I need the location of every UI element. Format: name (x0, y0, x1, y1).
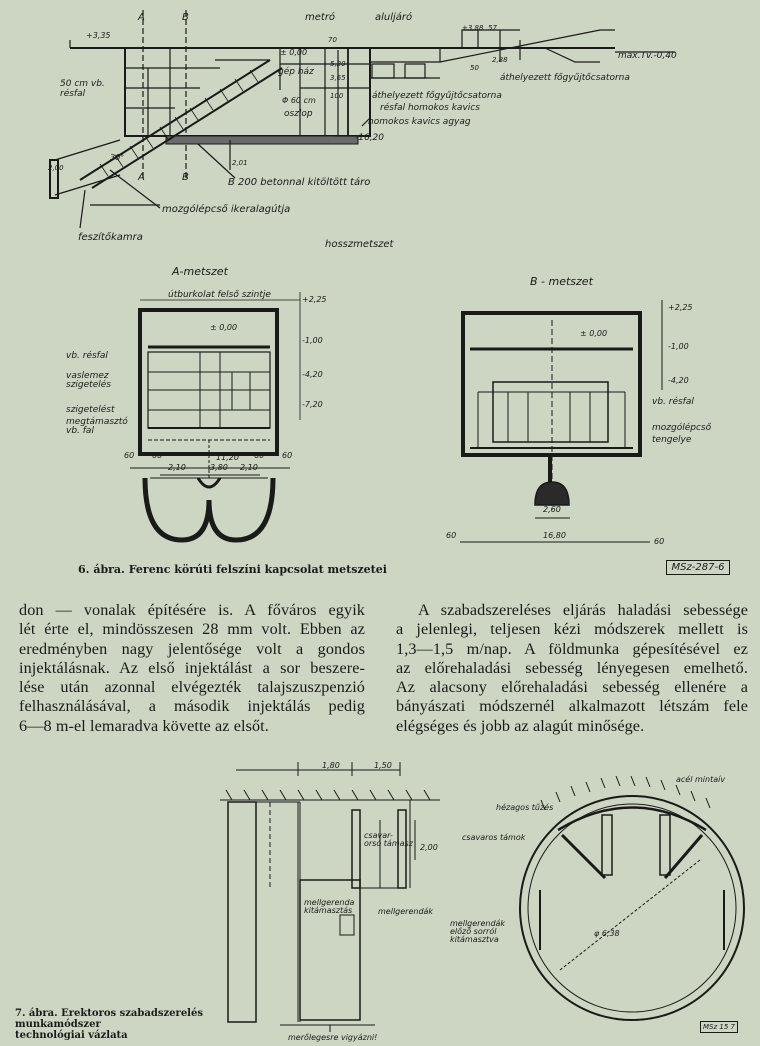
section-a-elev-720: -7,20 (302, 400, 323, 409)
text-line: felhasználásával, a második injektálás pedig (19, 697, 365, 716)
dim-201: 2,01 (232, 159, 248, 167)
section-a-dim-1120: 11,20 (216, 453, 239, 462)
text-line: eredményben nagy jelentősége volt a gondos (19, 639, 365, 658)
text-line: 1,3—1,5 m/nap. A földmunka gépesítésével ez (396, 639, 748, 658)
figure-7-caption-line-3: technológiai vázlata (15, 1030, 128, 1041)
pavement-label: útburkolat felső szintje (168, 290, 271, 300)
text-line: bányászati módszernél alkalmazott létszám fele (396, 697, 748, 716)
longitudinal-title: hosszmetszet (325, 239, 394, 250)
pillar-label: oszlop (284, 109, 313, 119)
text-line: a jelenlegi, teljesen kézi módszerek mellett is (396, 620, 748, 639)
braced-beams-label-3: kitámasztva (450, 935, 499, 944)
dim-150: 1,50 (374, 761, 392, 770)
text-line: Az alacsony előrehaladási sebesség ellenére a (396, 678, 748, 697)
figure-7-drawing (0, 740, 760, 1046)
machine-room-label: gép ház (278, 67, 314, 77)
dim-365: 3,65 (330, 74, 346, 82)
section-a-dim-60a: 60 (124, 451, 135, 460)
section-a-dim-60b: 60 (152, 451, 163, 460)
elev-1620: -16,20 (355, 133, 385, 143)
figure-7-caption-line-1: 7. ábra. Erektoros szabadszerelés (15, 1008, 203, 1019)
section-b-dim-1680: 16,80 (543, 531, 566, 540)
section-a-sheet-label-2: szigetelés (66, 380, 111, 390)
section-a-dim-60c: 60 (254, 451, 265, 460)
dim-200-long: 2,00 (48, 164, 64, 172)
section-b-marker: B (182, 12, 189, 23)
section-b-elev-225: +2,25 (668, 303, 693, 312)
relocated-sewer-2: áthelyezett főgyűjtőcsatorna (372, 91, 502, 101)
section-a-sheet-label-1: vaslemez (66, 371, 109, 381)
side-dim: 2,00 (420, 843, 438, 852)
section-a-insul-label: szigetelést (66, 405, 115, 415)
figure-7-caption-line-2: munkamódszer (15, 1019, 101, 1030)
elev-000-long: ± 0,00 (280, 48, 308, 57)
figure-7-caption (15, 1008, 215, 1041)
elev-335: +3,35 (86, 31, 111, 40)
angle-30: 30° (110, 153, 125, 162)
section-a-marker: A (138, 12, 145, 23)
level-label: merőlegesre vigyázni! (288, 1033, 378, 1042)
beams-label: mellgerendák (378, 907, 434, 916)
max-water-label: max.Tv.-0,40 (618, 51, 677, 61)
text-line: don — vonalak építésére is. A főváros egyik (19, 601, 365, 619)
text-line: lét érte el, mindösszesen 28 mm volt. Ebben az (19, 620, 365, 639)
section-b-marker-bottom: B (182, 172, 189, 183)
section-a-elev-420: -4,20 (302, 370, 323, 379)
text-line: az előrehaladási sebesség lényegesen emelhető. (396, 658, 748, 677)
text-line: 6—8 m-el lemaradva követte az elsőt. (19, 716, 269, 735)
screw-support-label-2: orsó támasz (364, 839, 413, 848)
soil-label-2: homokos kavics agyag (368, 117, 471, 127)
text-column-right (396, 601, 748, 736)
section-b-title: B - metszet (530, 275, 593, 288)
screw-support-label-1: csavar- (364, 831, 393, 840)
section-a-elev-225: +2,25 (302, 295, 327, 304)
metro-label: metró (305, 12, 336, 23)
braced-beams-label-1: mellgerendák (450, 919, 506, 928)
section-a-support-label-2: vb. fal (66, 426, 94, 436)
section-b-dim-60b: 60 (654, 537, 665, 546)
steel-template-label: acél mintaív (676, 775, 726, 784)
section-b-elev-000: ± 0,00 (580, 329, 608, 338)
text-line: lése után azonnal elvégezték talajszuszpenzió (19, 678, 365, 697)
tension-chamber-label: feszítőkamra (78, 232, 143, 243)
dim-57: 57 (488, 24, 497, 32)
section-a-wall-label: vb. résfal (66, 351, 108, 361)
wall-50-label: 50 cm vb. (60, 79, 105, 89)
joint-weld-label: hézagos tűzés (496, 803, 554, 812)
beam-support-label-1: mellgerenda (304, 898, 355, 907)
soil-label-1: résfal homokos kavics (380, 103, 480, 113)
section-a-dim-380: 3,80 (210, 463, 228, 472)
diameter-label: φ 6,38 (594, 929, 620, 938)
text-column-left (19, 601, 365, 736)
dim-100: 100 (330, 92, 344, 100)
text-line: A szabadszereléses eljárás haladási sebessége (418, 601, 748, 619)
pillar-dia: Φ 60 cm (282, 96, 316, 105)
dim-70: 70 (328, 36, 337, 44)
figure-6-ref: MSz-287-6 (666, 560, 730, 575)
dim-180: 1,80 (322, 761, 340, 770)
braced-beams-label-2: előző sorról (450, 927, 497, 936)
concrete-fill-label: B 200 betonnal kitöltött tárо (228, 177, 371, 188)
escalator-tunnel-label: mozgólépcső ikeralagútja (162, 204, 291, 215)
dim-50: 50 (470, 64, 479, 72)
underpass-label: aluljáró (375, 12, 413, 23)
section-b-dim-260: 2,60 (543, 505, 561, 514)
figure-7-ref: MSz 15 7 (700, 1021, 738, 1033)
text-line: elégséges és jobb az alagút minősége. (396, 716, 645, 735)
screw-supports-label: csavaros támok (462, 833, 526, 842)
section-a-title: A-metszet (172, 265, 228, 278)
dim-520: 5,20 (330, 60, 346, 68)
section-b-elev-420: -4,20 (668, 376, 689, 385)
section-b-axis-label-1: mozgólépcső (652, 423, 712, 433)
section-b-dim-60a: 60 (446, 531, 457, 540)
relocated-sewer-1: áthelyezett főgyűjtőcsatorna (500, 73, 630, 83)
section-a-marker-bottom: A (138, 172, 145, 183)
section-a-dim-60d: 60 (282, 451, 293, 460)
section-a-dim-210b: 2,10 (240, 463, 258, 472)
section-a-elev-100: -1,00 (302, 336, 323, 345)
section-a-elev-000: ± 0,00 (210, 323, 238, 332)
figure-6-caption: 6. ábra. Ferenc körúti felszíni kapcsolat metszetei (78, 563, 387, 576)
section-a-support-label-1: megtámasztó (66, 417, 128, 427)
text-line: injektálásnak. Az első injektálást a sor beszere- (19, 658, 365, 677)
section-b-wall-label: vb. résfal (652, 397, 694, 407)
beam-support-label-2: kitámasztás (304, 906, 353, 915)
dim-288: 2,88 (492, 56, 508, 64)
wall-50-label-b: résfal (60, 89, 86, 99)
section-b-elev-100: -1,00 (668, 342, 689, 351)
section-b-axis-label-2: tengelye (652, 435, 692, 445)
elev-388: +3,88 (462, 24, 484, 32)
section-a-dim-210a: 2,10 (168, 463, 186, 472)
